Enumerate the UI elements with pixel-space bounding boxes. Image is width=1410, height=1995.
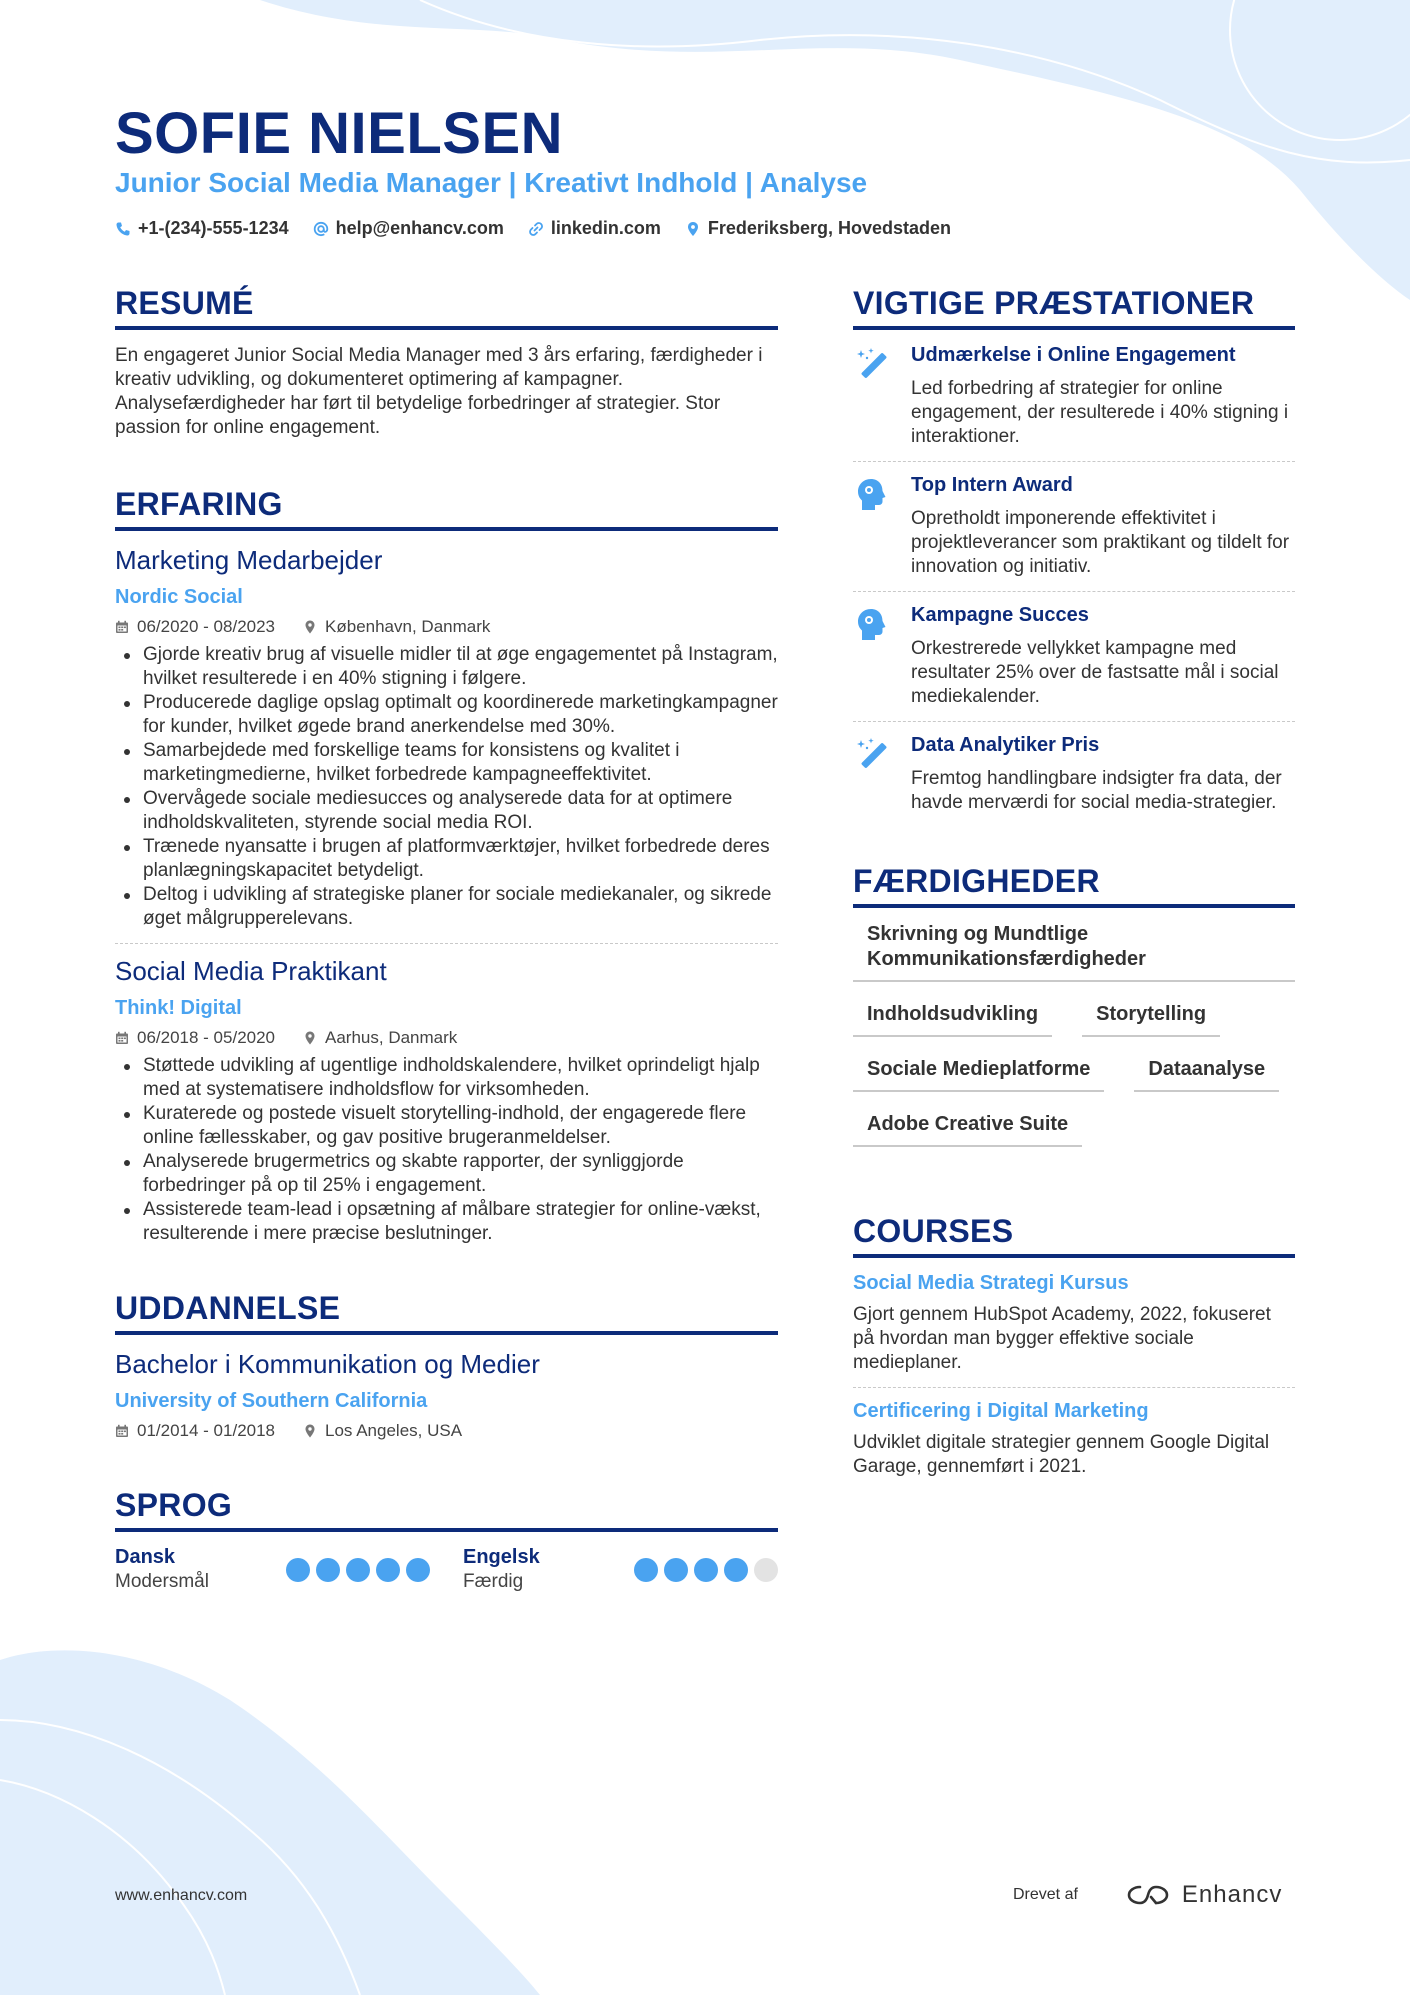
divider <box>853 591 1295 592</box>
divider <box>853 721 1295 722</box>
job-bullet: Gjorde kreativ brug af visuelle midler til at øge engagementet på Instagram, hvilket resulterede i en 40% stigning i følgere. <box>115 643 778 691</box>
job-bullets <box>115 643 778 931</box>
languages-section <box>115 1487 778 1593</box>
candidate-name: SOFIE NIELSEN <box>115 101 564 166</box>
location-icon <box>685 221 701 237</box>
education-location <box>303 1421 462 1441</box>
job-bullet: Kuraterede og postede visuelt storytelling-indhold, der engagerede flere online fællesskaber, og gav positive brugeranmeldelser. <box>115 1102 778 1150</box>
course-title: Certificering i Digital Marketing <box>853 1400 1149 1422</box>
rating-dot-empty <box>754 1558 778 1582</box>
job-meta <box>115 617 778 637</box>
achievement-desc: Led forbedring af strategier for online engagement, der resulterede i 40% stigning i interaktioner. <box>911 378 1289 447</box>
achievement-item <box>853 344 1295 449</box>
divider <box>853 1387 1295 1388</box>
courses-section <box>853 1213 1295 1479</box>
experience-section <box>115 486 778 1246</box>
education-meta <box>115 1421 778 1441</box>
courses-heading: COURSES <box>853 1213 1295 1258</box>
education-degree: Bachelor i Kommunikation og Medier <box>115 1349 540 1379</box>
achievement-title: Top Intern Award <box>911 474 1073 496</box>
link-icon <box>528 221 544 237</box>
language-item <box>115 1546 430 1593</box>
language-rating <box>634 1558 778 1582</box>
experience-heading: ERFARING <box>115 486 778 531</box>
job-bullet: Trænede nyansatte i brugen af platformværktøjer, hvilket forbedrede deres planlægningskapacitet betydeligt. <box>115 835 778 883</box>
summary-section <box>115 285 778 440</box>
job-entry <box>115 545 778 931</box>
education-dates <box>115 1421 275 1441</box>
summary-heading: RESUMÉ <box>115 285 778 330</box>
skill-tag: Sociale Medieplatforme <box>853 1057 1104 1092</box>
achievements-section <box>853 285 1295 815</box>
location-icon <box>303 620 317 634</box>
rating-dot-filled <box>664 1558 688 1582</box>
language-name: Engelsk <box>463 1546 540 1568</box>
job-title: Social Media Praktikant <box>115 956 387 986</box>
skills-section <box>853 863 1295 1147</box>
language-item <box>463 1546 778 1593</box>
rating-dot-filled <box>724 1558 748 1582</box>
languages-heading: SPROG <box>115 1487 778 1532</box>
job-entry <box>115 956 778 1246</box>
job-bullet: Støttede udvikling af ugentlige indholdskalendere, hvilket oprindeligt hjalp med at systematisere indholdsflow for virksomheden. <box>115 1054 778 1102</box>
skill-tag: Storytelling <box>1082 1002 1220 1037</box>
contact-location-text: Frederiksberg, Hovedstaden <box>707 218 951 238</box>
enhancv-logo-icon <box>1126 1883 1170 1907</box>
powered-by <box>1013 1881 1282 1909</box>
job-location <box>303 617 490 637</box>
contact-phone-text: +1-(234)-555-1234 <box>138 218 289 238</box>
achievement-title: Data Analytiker Pris <box>911 734 1100 756</box>
job-dates-text: 06/2018 - 05/2020 <box>137 1028 276 1047</box>
skills-list <box>853 922 1295 1147</box>
calendar-icon <box>115 620 129 634</box>
brand-name: Enhancv <box>1181 1881 1283 1908</box>
right-column <box>853 285 1295 1479</box>
footer-url[interactable]: www.enhancv.com <box>115 1887 248 1904</box>
job-bullet: Deltog i udvikling af strategiske planer for sociale mediekanaler, og sikrede øget målgrupperelevans. <box>115 883 778 931</box>
course-desc: Gjort gennem HubSpot Academy, 2022, fokuseret på hvordan man bygger effektive sociale medieplaner. <box>853 1304 1271 1373</box>
contact-linkedin[interactable] <box>528 218 661 239</box>
calendar-icon <box>115 1424 129 1438</box>
job-meta <box>115 1028 778 1048</box>
powered-by-label: Drevet af <box>1013 1886 1078 1903</box>
achievement-desc: Fremtog handlingbare indsigter fra data, der havde merværdi for social media-strategier. <box>911 768 1282 813</box>
brand-logo[interactable] <box>1126 1881 1282 1909</box>
at-icon <box>313 221 329 237</box>
head-icon <box>853 606 891 644</box>
rating-dot-filled <box>694 1558 718 1582</box>
location-icon <box>303 1031 317 1045</box>
course-title: Social Media Strategi Kursus <box>853 1272 1129 1294</box>
job-bullet: Producerede daglige opslag optimalt og koordinerede marketingkampagner for kunder, hvilket øgede brand anerkendelse med 30%. <box>115 691 778 739</box>
job-company: Think! Digital <box>115 997 242 1019</box>
skill-tag: Indholdsudvikling <box>853 1002 1052 1037</box>
contact-email[interactable] <box>313 218 504 239</box>
achievements-heading: VIGTIGE PRÆSTATIONER <box>853 285 1295 330</box>
achievement-title: Udmærkelse i Online Engagement <box>911 344 1236 366</box>
rating-dot-filled <box>406 1558 430 1582</box>
job-bullet: Samarbejdede med forskellige teams for konsistens og kvalitet i marketingmedierne, hvilket forbedrede kampagneeffektivitet. <box>115 739 778 787</box>
skill-tag: Skrivning og Mundtlige Kommunikationsfærdigheder <box>853 922 1295 982</box>
job-location-text: Aarhus, Danmark <box>325 1028 458 1047</box>
education-location-text: Los Angeles, USA <box>325 1421 463 1440</box>
head-icon <box>853 476 891 514</box>
summary-text: En engageret Junior Social Media Manager med 3 års erfaring, færdigheder i kreativ udvikling, og dokumenteret optimering af kampagner. Analysefærdigheder har ført til betydelige forbedringer af strategier. Stor passion for online engagement. <box>115 345 763 438</box>
skill-tag: Adobe Creative Suite <box>853 1112 1082 1147</box>
contact-location <box>685 218 951 239</box>
skills-heading: FÆRDIGHEDER <box>853 863 1295 908</box>
job-title: Marketing Medarbejder <box>115 545 383 575</box>
job-bullet: Assisterede team-lead i opsætning af målbare strategier for online-vækst, resulterende i mere præcise beslutninger. <box>115 1198 778 1246</box>
rating-dot-filled <box>316 1558 340 1582</box>
job-dates-text: 06/2020 - 08/2023 <box>137 617 276 636</box>
job-location <box>303 1028 457 1048</box>
job-location-text: København, Danmark <box>325 617 491 636</box>
left-column <box>115 285 778 1593</box>
achievement-item <box>853 734 1295 815</box>
course-desc: Udviklet digitale strategier gennem Google Digital Garage, gennemført i 2021. <box>853 1432 1270 1477</box>
education-dates-text: 01/2014 - 01/2018 <box>137 1421 276 1440</box>
contact-email-text: help@enhancv.com <box>335 218 504 238</box>
achievement-desc: Opretholdt imponerende effektivitet i projektleverancer som praktikant og tildelt for innovation og initiativ. <box>911 508 1290 577</box>
rating-dot-filled <box>376 1558 400 1582</box>
location-icon <box>303 1424 317 1438</box>
language-name: Dansk <box>115 1546 176 1568</box>
job-dates <box>115 1028 275 1048</box>
rating-dot-filled <box>634 1558 658 1582</box>
job-bullet: Analyserede brugermetrics og skabte rapporter, der synliggjorde forbedringer på op til 25% i engagement. <box>115 1150 778 1198</box>
divider <box>115 943 778 944</box>
magic-wand-icon <box>853 346 891 384</box>
education-section <box>115 1290 778 1441</box>
achievement-title: Kampagne Succes <box>911 604 1089 626</box>
education-school: University of Southern California <box>115 1390 428 1412</box>
achievement-item <box>853 604 1295 709</box>
achievement-desc: Orkestrerede vellykket kampagne med resultater 25% over de fastsatte mål i social mediekalender. <box>911 638 1279 707</box>
language-rating <box>286 1558 430 1582</box>
job-dates <box>115 617 275 637</box>
divider <box>853 461 1295 462</box>
job-company: Nordic Social <box>115 586 243 608</box>
phone-icon <box>115 221 131 237</box>
contact-phone[interactable] <box>115 218 289 239</box>
candidate-headline: Junior Social Media Manager | Kreativt Indhold | Analyse <box>115 167 868 198</box>
job-bullets <box>115 1054 778 1246</box>
calendar-icon <box>115 1031 129 1045</box>
language-level: Modersmål <box>115 1571 209 1592</box>
course-item <box>853 1400 1295 1479</box>
achievement-item <box>853 474 1295 579</box>
rating-dot-filled <box>346 1558 370 1582</box>
language-level: Færdig <box>463 1571 524 1592</box>
contact-linkedin-text: linkedin.com <box>550 218 661 238</box>
course-item <box>853 1272 1295 1375</box>
rating-dot-filled <box>286 1558 310 1582</box>
skill-tag: Dataanalyse <box>1134 1057 1279 1092</box>
education-heading: UDDANNELSE <box>115 1290 778 1335</box>
contact-bar <box>115 218 951 239</box>
job-bullet: Overvågede sociale mediesucces og analyserede data for at optimere indholdskvaliteten, styrende social media ROI. <box>115 787 778 835</box>
languages-list <box>115 1546 778 1593</box>
magic-wand-icon <box>853 736 891 774</box>
